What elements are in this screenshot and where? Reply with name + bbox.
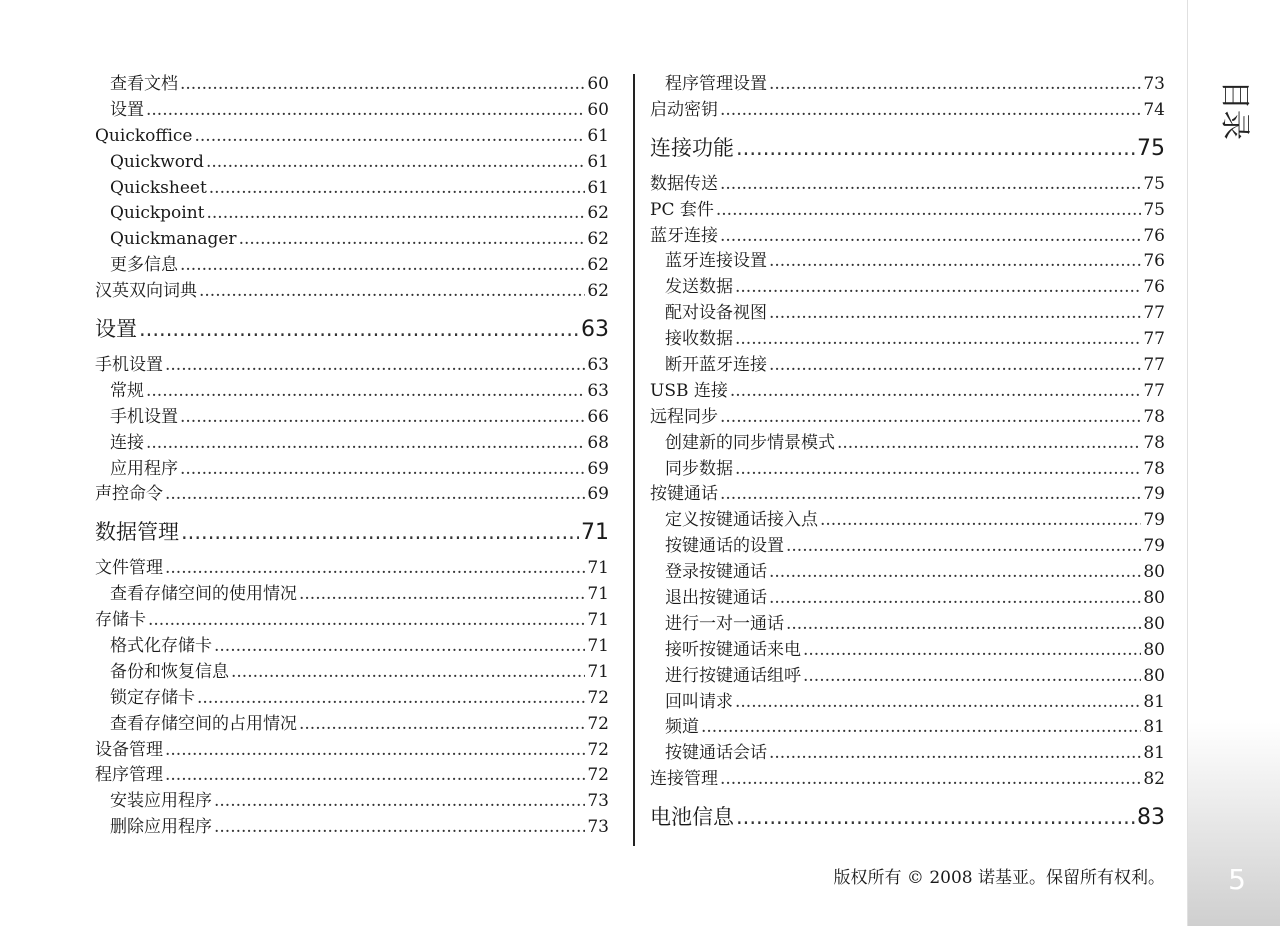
- dot-leader: [736, 132, 1135, 164]
- toc-entry-label: 查看存储空间的占用情况: [110, 713, 297, 734]
- toc-page-number: 62: [587, 203, 609, 224]
- toc-entry-label: 进行按键通话组呼: [665, 665, 801, 686]
- toc-entry-label: 锁定存储卡: [110, 687, 195, 708]
- dot-leader: [786, 612, 1141, 638]
- toc-page-number: 83: [1137, 805, 1165, 831]
- toc-entry-label: 程序管理: [95, 765, 163, 786]
- dot-leader: [180, 457, 585, 483]
- dot-leader: [716, 198, 1142, 224]
- toc-entry-label: 连接管理: [650, 769, 718, 790]
- toc-entry[interactable]: [95, 201, 609, 227]
- dot-leader: [146, 431, 585, 457]
- toc-entry[interactable]: [95, 176, 609, 202]
- toc-page-number: 71: [587, 636, 609, 657]
- toc-entry[interactable]: [95, 634, 609, 660]
- toc-page-number: 61: [587, 177, 609, 198]
- dot-leader: [165, 556, 585, 582]
- toc-entry-label: 定义按键通话接入点: [665, 510, 818, 531]
- toc-entry[interactable]: [650, 249, 1165, 275]
- toc-entry-label: 接听按键通话来电: [665, 639, 801, 660]
- toc-entry-label: 连接功能: [650, 135, 734, 160]
- toc-section-heading[interactable]: [650, 124, 1165, 172]
- toc-page-number: 71: [581, 520, 609, 546]
- toc-entry[interactable]: [650, 586, 1165, 612]
- dot-leader: [139, 313, 579, 345]
- toc-entry-label: 设备管理: [95, 739, 163, 760]
- dot-leader: [146, 379, 585, 405]
- dot-leader: [199, 279, 585, 305]
- toc-entry-label: 查看存储空间的使用情况: [110, 584, 297, 605]
- dot-leader: [165, 738, 585, 764]
- toc-right-column: [650, 72, 1165, 841]
- toc-page-number: 80: [1143, 562, 1165, 583]
- toc-entry[interactable]: [650, 301, 1165, 327]
- toc-entry[interactable]: [95, 482, 609, 508]
- toc-entry[interactable]: [95, 353, 609, 379]
- toc-entry-label: 按键通话: [650, 484, 718, 505]
- section-title-vertical: [1218, 70, 1258, 150]
- toc-entry-label: 发送数据: [665, 277, 733, 298]
- dot-leader: [720, 172, 1141, 198]
- toc-entry-label: 删除应用程序: [110, 817, 212, 838]
- toc-entry-label: 退出按键通话: [665, 588, 767, 609]
- toc-page-number: 72: [587, 765, 609, 786]
- toc-entry-label: 更多信息: [110, 255, 178, 276]
- dot-leader: [299, 712, 585, 738]
- toc-page-number: 71: [587, 584, 609, 605]
- dot-leader: [197, 686, 585, 712]
- toc-page-number: 66: [587, 406, 609, 427]
- dot-leader: [214, 634, 585, 660]
- toc-page-number: 79: [1143, 484, 1165, 505]
- dot-leader: [786, 534, 1141, 560]
- dot-leader: [820, 508, 1141, 534]
- dot-leader: [180, 72, 585, 98]
- toc-entry[interactable]: [650, 457, 1165, 483]
- dot-leader: [231, 660, 585, 686]
- toc-entry-label: 按键通话会话: [665, 743, 767, 764]
- dot-leader: [214, 789, 585, 815]
- column-divider: [633, 74, 635, 846]
- toc-page-number: 63: [587, 380, 609, 401]
- toc-entry[interactable]: [650, 482, 1165, 508]
- toc-page-number: 77: [1143, 329, 1165, 350]
- toc-entry[interactable]: [95, 660, 609, 686]
- toc-entry-label: 应用程序: [110, 458, 178, 479]
- toc-page-number: 73: [587, 817, 609, 838]
- dot-leader: [803, 664, 1141, 690]
- toc-entry-label: PC 套件: [650, 199, 714, 220]
- toc-page-number: 63: [587, 355, 609, 376]
- toc-entry[interactable]: [95, 763, 609, 789]
- toc-entry-label: 配对设备视图: [665, 303, 767, 324]
- dot-leader: [239, 227, 586, 253]
- toc-entry[interactable]: [95, 712, 609, 738]
- toc-entry-label: 连接: [110, 432, 144, 453]
- dot-leader: [165, 353, 585, 379]
- dot-leader: [146, 98, 585, 124]
- toc-section-heading[interactable]: [95, 508, 609, 556]
- dot-leader: [769, 249, 1141, 275]
- toc-entry-label: 查看文档: [110, 74, 178, 94]
- dot-leader: [769, 353, 1141, 379]
- toc-entry[interactable]: [650, 379, 1165, 405]
- toc-page-number: 76: [1143, 277, 1165, 298]
- dot-leader: [209, 176, 586, 202]
- toc-page-number: 80: [1143, 665, 1165, 686]
- dot-leader: [206, 150, 585, 176]
- dot-leader: [720, 482, 1141, 508]
- dot-leader: [194, 124, 585, 150]
- toc-entry-label: USB 连接: [650, 380, 728, 401]
- toc-entry[interactable]: [95, 431, 609, 457]
- toc-entry-label: 声控命令: [95, 484, 163, 505]
- toc-page-number: 78: [1143, 458, 1165, 479]
- dot-leader: [701, 715, 1141, 741]
- toc-section-heading[interactable]: [650, 793, 1165, 841]
- toc-entry[interactable]: [650, 98, 1165, 124]
- toc-page-number: 75: [1143, 199, 1165, 220]
- toc-entry-label: 接收数据: [665, 329, 733, 350]
- dot-leader: [720, 405, 1141, 431]
- toc-page-number: 80: [1143, 588, 1165, 609]
- toc-entry[interactable]: [650, 405, 1165, 431]
- dot-leader: [180, 253, 585, 279]
- section-title-text: 目录: [1217, 80, 1252, 140]
- toc-entry-label: 文件管理: [95, 558, 163, 579]
- toc-page-number: 76: [1143, 251, 1165, 272]
- toc-section-heading[interactable]: [95, 305, 609, 353]
- toc-entry-label: 回叫请求: [665, 691, 733, 712]
- toc-page-number: 76: [1143, 225, 1165, 246]
- toc-page-number: 81: [1143, 691, 1165, 712]
- toc-page-number: 71: [587, 610, 609, 631]
- dot-leader: [180, 405, 585, 431]
- toc-entry-label: 登录按键通话: [665, 562, 767, 583]
- toc-page-number: 62: [587, 229, 609, 250]
- toc-entry[interactable]: [650, 353, 1165, 379]
- toc-page-number: 79: [1143, 510, 1165, 531]
- dot-leader: [720, 98, 1141, 124]
- toc-page-number: 78: [1143, 406, 1165, 427]
- toc-entry-label: 按键通话的设置: [665, 536, 784, 557]
- toc-entry[interactable]: [650, 198, 1165, 224]
- dot-leader: [214, 815, 585, 841]
- toc-entry[interactable]: [95, 227, 609, 253]
- toc-page-number: 75: [1143, 173, 1165, 194]
- toc-entry[interactable]: [650, 431, 1165, 457]
- toc-entry-label: 蓝牙连接: [650, 225, 718, 246]
- toc-page-number: 68: [587, 432, 609, 453]
- toc-entry[interactable]: [95, 457, 609, 483]
- toc-entry-label: 手机设置: [110, 406, 178, 427]
- toc-page-number: 69: [587, 458, 609, 479]
- toc-entry[interactable]: [650, 172, 1165, 198]
- toc-page-number: 82: [1143, 769, 1165, 790]
- toc-page-number: 73: [587, 791, 609, 812]
- toc-entry-label: Quickmanager: [110, 229, 237, 250]
- dot-leader: [735, 275, 1141, 301]
- toc-entry-label: 安装应用程序: [110, 791, 212, 812]
- toc-entry[interactable]: [95, 72, 609, 98]
- dot-leader: [165, 482, 585, 508]
- toc-entry[interactable]: [95, 686, 609, 712]
- toc-page-number: 75: [1137, 135, 1165, 161]
- dot-leader: [769, 560, 1141, 586]
- toc-page-number: 60: [587, 74, 609, 94]
- toc-entry[interactable]: [95, 556, 609, 582]
- dot-leader: [735, 690, 1141, 716]
- toc-entry-label: 远程同步: [650, 406, 718, 427]
- toc-page-number: 62: [587, 255, 609, 276]
- toc-page-number: 72: [587, 739, 609, 760]
- toc-entry[interactable]: [95, 279, 609, 305]
- toc-page-number: 78: [1143, 432, 1165, 453]
- toc-entry-label: 断开蓝牙连接: [665, 355, 767, 376]
- dot-leader: [735, 327, 1141, 353]
- dot-leader: [148, 608, 585, 634]
- dot-leader: [769, 586, 1141, 612]
- toc-page-number: 63: [581, 317, 609, 343]
- toc-entry[interactable]: [650, 560, 1165, 586]
- toc-page-number: 71: [587, 661, 609, 682]
- toc-entry-label: 同步数据: [665, 458, 733, 479]
- toc-entry-label: 手机设置: [95, 355, 163, 376]
- toc-entry[interactable]: [650, 72, 1165, 98]
- toc-entry-label: 数据传送: [650, 173, 718, 194]
- toc-page-number: 80: [1143, 613, 1165, 634]
- toc-entry[interactable]: [95, 253, 609, 279]
- dot-leader: [730, 379, 1141, 405]
- toc-page-number: 79: [1143, 536, 1165, 557]
- toc-entry[interactable]: [650, 508, 1165, 534]
- toc-page-number: 80: [1143, 639, 1165, 660]
- toc-page-number: 71: [587, 558, 609, 579]
- toc-left-column: [95, 72, 609, 841]
- toc-page-number: 77: [1143, 303, 1165, 324]
- toc-entry-label: Quickoffice: [95, 125, 193, 146]
- toc-entry[interactable]: [650, 690, 1165, 716]
- toc-entry-label: 设置: [110, 99, 144, 120]
- toc-page-number: 81: [1143, 743, 1165, 764]
- toc-entry[interactable]: [95, 150, 609, 176]
- toc-entry-label: 频道: [665, 717, 699, 738]
- toc-entry[interactable]: [650, 224, 1165, 250]
- dot-leader: [837, 431, 1141, 457]
- toc-entry-label: 汉英双向词典: [95, 281, 197, 302]
- toc-entry[interactable]: [95, 98, 609, 124]
- toc-entry[interactable]: [650, 715, 1165, 741]
- toc-entry-label: 备份和恢复信息: [110, 661, 229, 682]
- toc-page-number: 61: [587, 125, 609, 146]
- toc-entry-label: Quicksheet: [110, 177, 207, 198]
- toc-page-number: 81: [1143, 717, 1165, 738]
- dot-leader: [769, 741, 1141, 767]
- toc-entry[interactable]: [95, 789, 609, 815]
- dot-leader: [165, 763, 585, 789]
- toc-entry[interactable]: [650, 638, 1165, 664]
- toc-entry[interactable]: [650, 767, 1165, 793]
- toc-page-number: 69: [587, 484, 609, 505]
- toc-entry-label: 格式化存储卡: [110, 636, 212, 657]
- toc-entry-label: 设置: [95, 317, 137, 342]
- toc-entry-label: 电池信息: [650, 805, 734, 830]
- toc-entry[interactable]: [95, 608, 609, 634]
- dot-leader: [299, 582, 585, 608]
- dot-leader: [720, 224, 1141, 250]
- toc-entry-label: 启动密钥: [650, 99, 718, 120]
- page-number: 5: [1228, 863, 1246, 896]
- copyright-notice: 版权所有 © 2008 诺基亚。保留所有权利。: [833, 868, 1165, 888]
- toc-entry-label: 数据管理: [95, 520, 179, 545]
- toc-entry-label: 常规: [110, 380, 144, 401]
- toc-entry-label: 存储卡: [95, 610, 146, 631]
- toc-page-number: 77: [1143, 380, 1165, 401]
- toc-entry[interactable]: [650, 664, 1165, 690]
- toc-entry-label: Quickword: [110, 151, 204, 172]
- toc-entry[interactable]: [95, 124, 609, 150]
- toc-entry-label: 程序管理设置: [665, 74, 767, 94]
- toc-page-number: 62: [587, 281, 609, 302]
- toc-entry[interactable]: [95, 582, 609, 608]
- toc-entry[interactable]: [95, 405, 609, 431]
- toc-entry[interactable]: [95, 738, 609, 764]
- toc-page-number: 72: [587, 713, 609, 734]
- dot-leader: [206, 201, 585, 227]
- toc-entry-label: Quickpoint: [110, 203, 205, 224]
- toc-entry-label: 进行一对一通话: [665, 613, 784, 634]
- toc-entry[interactable]: [650, 741, 1165, 767]
- dot-leader: [736, 801, 1135, 833]
- dot-leader: [735, 457, 1141, 483]
- toc-entry[interactable]: [650, 612, 1165, 638]
- toc-entry[interactable]: [650, 534, 1165, 560]
- toc-page-number: 77: [1143, 355, 1165, 376]
- toc-page-number: 60: [587, 99, 609, 120]
- toc-entry[interactable]: [650, 327, 1165, 353]
- toc-entry-label: 创建新的同步情景模式: [665, 432, 835, 453]
- toc-page-number: 74: [1143, 99, 1165, 120]
- dot-leader: [720, 767, 1141, 793]
- toc-entry-label: 蓝牙连接设置: [665, 251, 767, 272]
- toc-page-number: 61: [587, 151, 609, 172]
- dot-leader: [769, 301, 1141, 327]
- dot-leader: [769, 72, 1141, 98]
- dot-leader: [181, 516, 579, 548]
- dot-leader: [803, 638, 1141, 664]
- toc-page-number: 72: [587, 687, 609, 708]
- toc-entry[interactable]: [650, 275, 1165, 301]
- toc-entry[interactable]: [95, 379, 609, 405]
- toc-entry[interactable]: [95, 815, 609, 841]
- toc-page-number: 73: [1143, 74, 1165, 94]
